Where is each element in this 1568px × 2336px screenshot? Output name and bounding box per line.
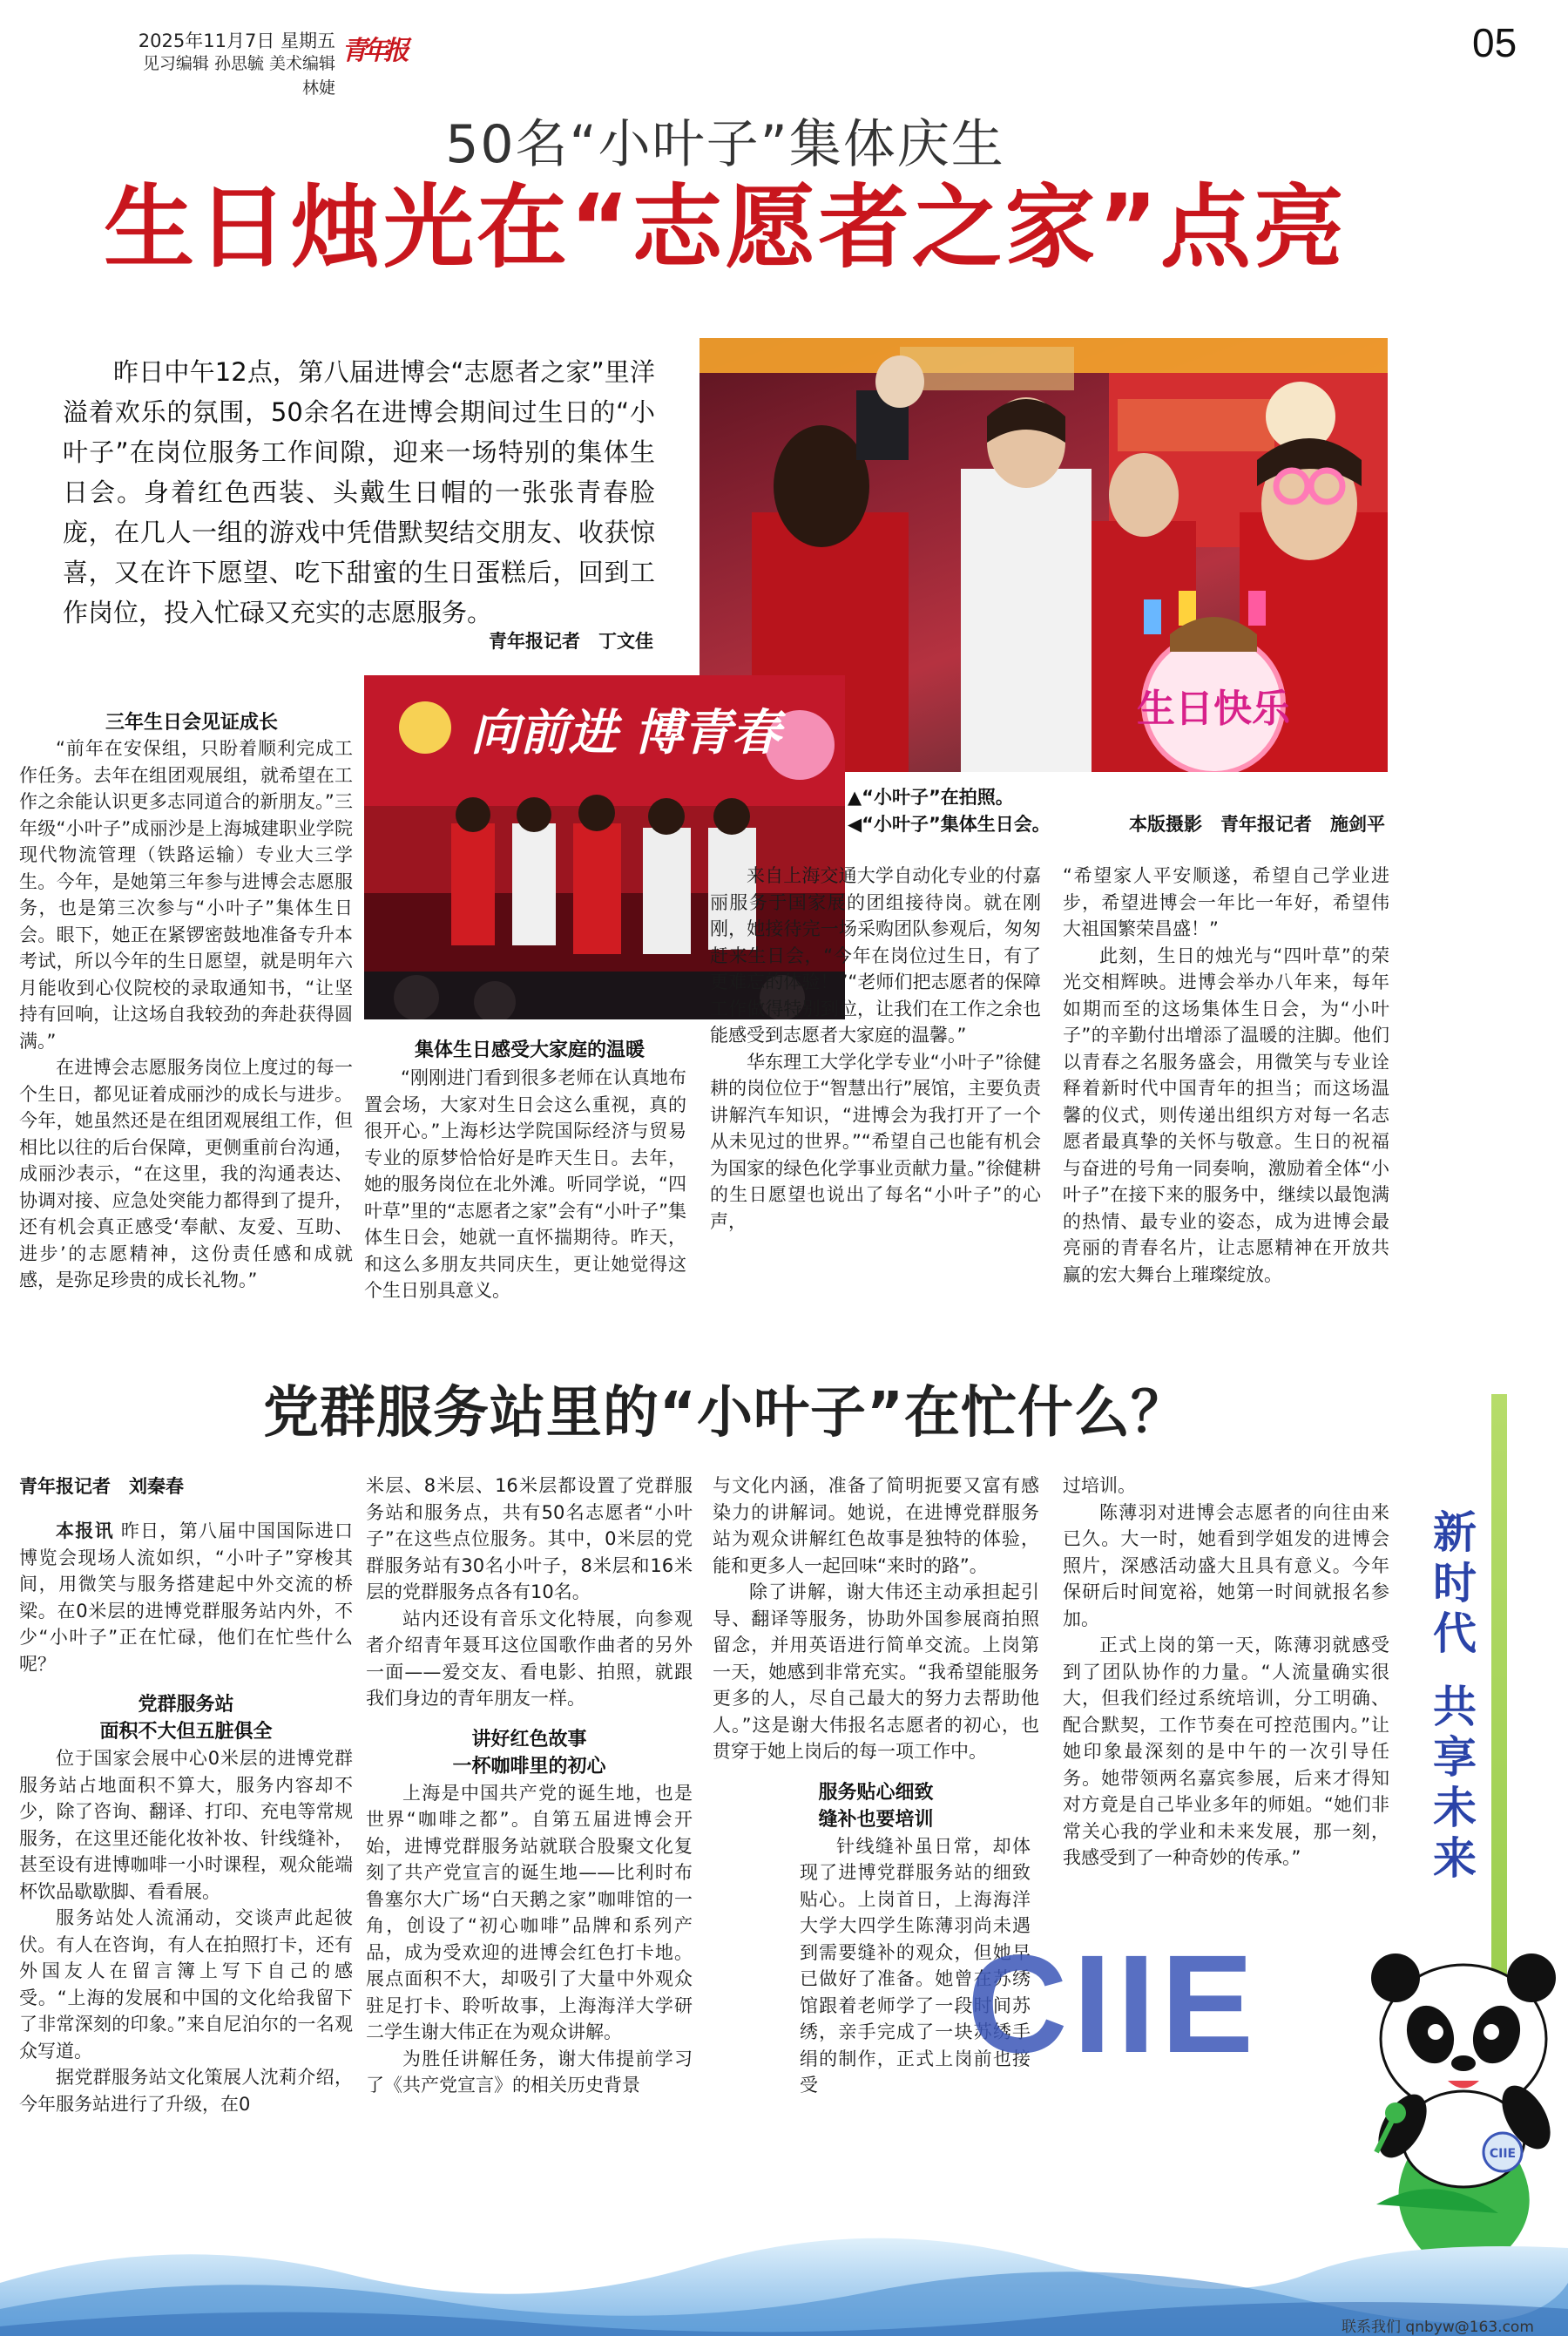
col2-subhead: 集体生日感受大家庭的温暖 (414, 1039, 645, 1061)
s4-para-3: 正式上岗的第一天，陈薄羽就感受到了团队协作的力量。“人流量确实很大，但我们经过系统培训，分工明确、配合默契，工作节奏在可控范围内。”让她印象最深刻的是中午的一次引导任务。她带领两名嘉宾参展，后来才得知对方竟是自己毕业多年的师姐。“她们非常关心我的学业和未来发展，那一刻，我感受到了一种奇妙的传承。” (1063, 1635, 1389, 1868)
wave-svg (0, 2178, 1568, 2336)
s2-para-2: 站内还设有音乐文化特展，向参观者介绍青年聂耳这位国歌作曲者的另外一面——爱交友、看电影、拍照，就跟我们身边的青年朋友一样。 (366, 1608, 693, 1709)
newspaper-logo: 青年报 (341, 36, 404, 66)
masthead-date: 2025年11月7日 星期五 (138, 30, 335, 51)
kicker: 50名“小叶子”集体庆生 (445, 114, 1005, 175)
caption-1: ▲“小叶子”在拍照。 (848, 787, 1014, 808)
mascot-badge-text: CIIE (1489, 2147, 1517, 2161)
s3-para-3: 针线缝补虽日常，却体现了进博党群服务站的细致贴心。上岗首日，上海海洋大学大四学生陈薄羽尚未遇到需要缝补的观众，但她早已做好了准备。她曾在苏绣馆跟着老师学了一段时间苏绣，亲手完成了一块苏绣手绢的制作，正式上岗前也接受 (800, 1835, 1031, 2096)
slogan-line2: 共享未来 (1433, 1682, 1477, 1884)
second-col2 (366, 1473, 693, 2099)
second-headline: 党群服务站里的“小叶子”在忙什么？ (262, 1381, 1188, 1446)
s3-para-1: 与文化内涵，准备了简明扼要又富有感染力的讲解词。她说，在进博党群服务站为观众讲解红色故事是独特的体验，能和更多人一起回味“来时的路”。 (713, 1475, 1039, 1576)
col1-body (19, 735, 353, 1294)
page-number: 05 (1472, 20, 1517, 65)
s2-subhead-2: 一杯咖啡里的初心 (452, 1755, 606, 1777)
stage-banner-text: 向前进 博青春 (470, 705, 781, 762)
col3-para-1: 来自上海交通大学自动化专业的付嘉丽服务于国家展的团组接待岗。就在刚刚，她接待完一场采购团队参观后，匆匆赶来生日会，“今年在岗位过生日，有了更难忘的体验！”“老师们把志愿者的保障工作做得特别到位，让我们在工作之余也能感受到志愿者大家庭的温馨。” (710, 865, 1041, 1046)
second-col4 (1063, 1473, 1389, 1872)
col4-body (1063, 863, 1389, 1288)
col1-para-1: “前年在安保组，只盼着顺利完成工作任务。去年在组团观展组，就希望在工作之余能认识更多志同道合的新朋友。”三年级“小叶子”成丽沙是上海城建职业学院现代物流管理（铁路运输）专业大三学生。今年，是她第三年参与进博会志愿服务，也是第三次参与“小叶子”集体生日会。眼下，她正在紧锣密鼓地准备专升本考试，所以今年的生日愿望，就是明年六月能收到心仪院校的录取通知书，“让坚持有回响，让这场自我较劲的奔赴获得圆满。” (19, 738, 353, 1052)
s4-para-2: 陈薄羽对进博会志愿者的向往由来已久。大一时，她看到学姐发的进博会照片，深感活动盛大且具有意义。今年保研后时间宽裕，她第一时间就报名参加。 (1063, 1501, 1389, 1629)
headline: 生日烛光在“志愿者之家”点亮 (104, 174, 1347, 281)
col1-subhead: 三年生日会见证成长 (105, 712, 278, 734)
col2-para-1: “刚刚进门看到很多老师在认真地布置会场，大家对生日会这么重视，真的很开心。”上海杉达学院国际经济与贸易专业的原梦恰恰好是昨天生日。去年，她的服务岗位在北外滩。听同学说，“四叶草”里的“志愿者之家”会有“小叶子”集体生日会，她就一直怀揣期待。昨天，和这么多朋友共同庆生，更让她觉得这个生日别具意义。 (364, 1067, 686, 1301)
s2-para-1: 米层、8米层、16米层都设置了党群服务站和服务点，共有50名志愿者“小叶子”在这些点位服务。其中，0米层的党群服务站有30名小叶子，8米层和16米层的党群服务点各有10名。 (366, 1475, 693, 1602)
s1-para-2: 位于国家会展中心0米层的进博党群服务站占地面积不算大，服务内容却不少，除了咨询、翻译、打印、充电等常规服务，在这里还能化妆补妆、针线缝补，甚至设有进博咖啡一小时课程，观众能端杯饮品歇歇脚、看看展。 (19, 1748, 353, 1902)
s3-subhead-2: 缝补也要培训 (818, 1808, 934, 1831)
col3-para-2: 华东理工大学化学专业“小叶子”徐健耕的岗位位于“智慧出行”展馆，主要负责讲解汽车知识，“进博会为我打开了一个从未见过的世界。”“希望自己也能有机会为国家的绿色化学事业贡献力量。”徐健耕的生日愿望也说出了每名“小叶子”的心声， (710, 1051, 1041, 1232)
col3-body (710, 863, 1041, 1235)
wave-decoration (0, 2178, 1568, 2336)
byline: 青年报记者 丁文佳 (489, 631, 653, 652)
cake-sign-text: 生日快乐 (1137, 687, 1290, 731)
lead-label: 本报讯 (56, 1520, 114, 1541)
col1-para-2: 在进博会志愿服务岗位上度过的每一个生日，都见证着成丽沙的成长与进步。今年，她虽然还是在组团观展组工作，但相比以往的后台保障，更侧重前台沟通，成丽沙表示，“在这里，我的沟通表达、协调对接、应急处突能力都得到了提升，还有机会真正感受‘奉献、友爱、互助、进步’的志愿精神，这份责任感和成就感，是弥足珍贵的成长礼物。” (19, 1057, 353, 1290)
s2-para-3: 上海是中国共产党的诞生地，也是世界“咖啡之都”。自第五届进博会开始，进博党群服务站就联合股聚文化复刻了共产党宣言的诞生地——比利时布鲁塞尔大广场“白天鹅之家”咖啡馆的一角，创设了“初心咖啡”品牌和系列产品，成为受欢迎的进博会红色打卡地。展点面积不大，却吸引了大量中外观众驻足打卡、聆听故事，上海海洋大学研二学生谢大伟正在为观众讲解。 (366, 1782, 693, 2042)
s2-para-4: 为胜任讲解任务，谢大伟提前学习了《共产党宣言》的相关历史背景 (366, 2048, 693, 2096)
lead-paragraph: 昨日中午12点，第八届进博会“志愿者之家”里洋溢着欢乐的氛围，50余名在进博会期间过生日的“小叶子”在岗位服务工作间隙，迎来一场特别的集体生日会。身着红色西装、头戴生日帽的一张张青春脸庞，在几人一组的游戏中凭借默契结交朋友、收获惊喜，又在许下愿望、吃下甜蜜的生日蛋糕后，回到工作岗位，投入忙碌又充实的志愿服务。 (63, 357, 655, 627)
photo-credit: 本版摄影 青年报记者 施剑平 (1129, 814, 1385, 835)
ciie-logo: CIIE (967, 1926, 1260, 2082)
col4-para-1: “希望家人平安顺遂，希望自己学业进步，希望进博会一年比一年好，希望伟大祖国繁荣昌盛！” (1063, 865, 1389, 939)
s1-subhead-2: 面积不大但五脏俱全 (99, 1721, 273, 1743)
masthead-editors: 见习编辑 孙思毓 美术编辑 林婕 (142, 54, 335, 98)
s3-subhead-1: 服务贴心细致 (818, 1781, 934, 1804)
s1-subhead-1: 党群服务站 (138, 1694, 234, 1716)
s1-para-1: 昨日，第八届中国国际进口博览会现场人流如织，“小叶子”穿梭其间，用微笑与服务搭建起中外交流的桥梁。在0米层的进博党群服务站内外，不少“小叶子”正在忙碌，他们在忙些什么呢？ (19, 1520, 354, 1675)
col2-body (364, 1065, 686, 1304)
second-col1 (19, 1518, 353, 2117)
footer-contact: 联系我们 qnbyw@163.com (1342, 2319, 1534, 2336)
second-byline: 青年报记者 刘秦春 (19, 1476, 184, 1497)
caption-2: ◀“小叶子”集体生日会。 (848, 814, 1051, 835)
slogan-line1: 新时代 (1433, 1507, 1477, 1659)
s2-subhead-1: 讲好红色故事 (471, 1728, 587, 1750)
s4-para-1: 过培训。 (1063, 1475, 1136, 1496)
s1-para-3: 服务站处人流涌动，交谈声此起彼伏。有人在咨询，有人在拍照打卡，还有外国友人在留言簿上写下自己的感受。“上海的发展和中国的文化给我留下了非常深刻的印象。”来自尼泊尔的一名观众写道。 (19, 1907, 353, 2062)
s1-para-4: 据党群服务站文化策展人沈莉介绍，今年服务站进行了升级，在0 (19, 2067, 353, 2115)
col4-para-2: 此刻，生日的烛光与“四叶草”的荣光交相辉映。进博会举办八年来，每年如期而至的这场集体生日会，为“小叶子”的辛勤付出增添了温暖的注脚。他们以青春之名服务盛会，用微笑与专业诠释着新时代中国青年的担当；而这场温馨的仪式，则传递出组织方对每一名志愿者最真挚的关怀与敬意。生日的祝福与奋进的号角一同奏响，激励着全体“小叶子”在接下来的服务中，继续以最饱满的热情、最专业的姿态，成为进博会最亮丽的青春名片，让志愿精神在开放共赢的宏大舞台上璀璨绽放。 (1063, 945, 1389, 1285)
s3-para-2: 除了讲解，谢大伟还主动承担起引导、翻译等服务，协助外国参展商拍照留念，并用英语进行简单交流。上岗第一天，她感到非常充实。“我希望能服务更多的人，尽自己最大的努力去帮助他人。”这是谢大伟报名志愿者的初心，也贯穿于她上岗后的每一项工作中。 (713, 1581, 1039, 1762)
